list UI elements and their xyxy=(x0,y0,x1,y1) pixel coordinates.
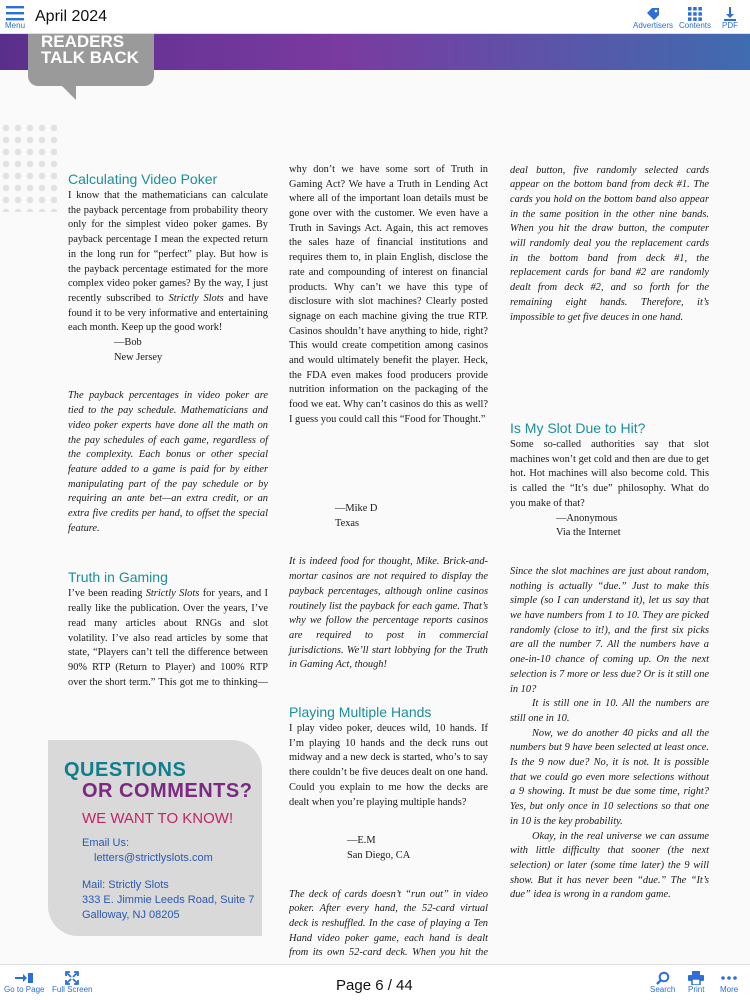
printer-icon xyxy=(688,971,704,985)
letter-location: Via the Internet xyxy=(556,527,621,539)
column-3 xyxy=(510,164,709,903)
more-dots-icon xyxy=(721,971,737,985)
top-toolbar xyxy=(0,0,750,34)
mail-label: Mail: Strictly Slots xyxy=(82,879,169,891)
address-line2: Galloway, NJ 08205 xyxy=(82,909,180,921)
grid-icon xyxy=(688,7,702,21)
email-address[interactable]: letters@strictlyslots.com xyxy=(94,852,213,864)
promo-line3: WE WANT TO KNOW! xyxy=(82,810,234,827)
more-button[interactable] xyxy=(720,971,738,994)
print-button[interactable] xyxy=(688,971,704,994)
letter-location: Texas xyxy=(335,517,360,529)
bottom-toolbar xyxy=(0,964,750,1000)
answer-body: Okay, in the real universe we can assume with little difficulty that sooner (the next selection) or later (some time later) the 9 will show. But it has never been “due.” The “It’s due” idea is wrong in a random game. xyxy=(510,830,709,901)
address-line1: 333 E. Jimmie Leeds Road, Suite 7 xyxy=(82,894,255,906)
letter-location: New Jersey xyxy=(114,351,163,363)
article-heading: Calculating Video Poker xyxy=(68,171,218,187)
menu-button[interactable] xyxy=(5,5,25,30)
advertisers-button[interactable] xyxy=(633,7,673,30)
goto-arrow-icon xyxy=(14,971,34,985)
expand-icon xyxy=(65,971,79,985)
page-indicator[interactable]: Page 6 / 44 xyxy=(336,977,413,994)
article-heading: Playing Multiple Hands xyxy=(289,704,432,721)
badge-line1: READERS xyxy=(41,34,125,51)
letter-body: Some so-called authorities say that slot machines won’t get cold and then are due to get hot. Hot machines will also become cold. This is called the “It’s due” philosophy. What do you make of that? xyxy=(510,439,709,509)
letter-signature: —Mike D xyxy=(335,503,378,514)
fullscreen-label: Full Screen xyxy=(52,985,93,994)
answer-body: The deck of cards doesn’t “run out” in video poker. After every hand, the 52-card virtual deck is reshuffled. In the case of playing a Ten Hand video poker game, each hand is dealt from its own 52-card deck. When you hit the xyxy=(289,888,488,959)
promo-email-block xyxy=(82,836,213,866)
promo-mail-block xyxy=(82,878,254,923)
answer-body: It is indeed food for thought, Mike. Brick-and-mortar casinos are not required to display the payback percentages, although online casinos routinely list the payback for each game. That’s why we follow the percentage reports casinos are required to post in commercial jurisdictions. We’ll start lobbying for the Truth in Gaming Act, though! xyxy=(289,556,488,671)
print-label: Print xyxy=(688,985,705,994)
go-to-page-button[interactable] xyxy=(4,971,44,994)
letter-body: I know that the mathematicians can calculate the payback percentage from probability theory only for the simplest video poker games. By payback percentage I mean the expected return in the long run for “perfect” play. But how is the payback percentage estimated for the more complex video poker games? By the way, I just recently subscribed to Strictly Slots and have found it to be very informative and entertaining each month. Keep up the good work! xyxy=(68,190,269,334)
letter-signature: —E.M xyxy=(347,835,376,847)
contents-button[interactable] xyxy=(679,7,711,30)
answer-body: It is still one in 10. All the numbers are still one in 10. xyxy=(510,698,709,724)
article-heading: Is My Slot Due to Hit? xyxy=(510,420,646,436)
download-icon xyxy=(723,7,737,21)
decorative-dots xyxy=(0,122,60,212)
letter-continuation: why don’t we have some sort of Truth in Gaming Act? We have a Truth in Lending Act where all of the important loan details must be gone over with the customer. We even have a Truth in Savings Act. Again, this act removes the sales haze of financial institutions and requires them to, in plain English, disclose the rate and compounding of interest on financial products. Why can’t we have this type of disclosure with slot machines? Clearly posted signage on each machine giving the true RTP. Casinos shouldn’t have anything to hide, right? This would create competition among casinos and would ultimately benefit the player. Heck, the FDA even makes food producers provide nutrition information on the packaging of the food we eat. Why can’t casinos do this as well? I guess you could call this “Food for Thought.” xyxy=(289,164,488,425)
pdf-label: PDF xyxy=(722,21,738,30)
answer-body: Since the slot machines are just about random, nothing is actually “due.” Just to make this simple (so I can understand it), let us say that we have numbers from 1 to 10. They are picked randomly (close to it!), and the first six picks are all the number 7. All the numbers have a one-in-10 chance of coming up. On the next selection is 7 more or less due? Or is it still one in 10? xyxy=(510,565,709,695)
letter-body: I’ve been reading Strictly Slots for years, and I really like the publication. Over the years, I’ve read many articles about RNGs and slot volatility. I’ve also read articles by some that state, “Players can’t tell the difference between 90% RTP (Return to Player) and 100% RTP over the short term.” This got me to thinking— xyxy=(68,588,268,688)
full-screen-button[interactable] xyxy=(52,971,92,994)
answer-body: Now, we do another 40 picks and all the numbers but 9 have been selected at least once. Is the 9 now due? No, it is not. It is possible that we could go even more selections without a 9 showing. It must be due some time, right? Yes, but only once in 10 selections so that one in 10 is the key probability. xyxy=(510,727,709,827)
answer-continuation: deal button, five randomly selected cards appear on the bottom band from deck #1. The cards you hold on the bottom band also appear in the same position in the other nine bands. When you hit the draw button, the computer will randomly deal you the replacement cards in the bottom band from deck #1, the replacement cards for band #2 are randomly dealt from deck #2, and so forth for the remaining eight hands. Therefore, it’s impossible to get five deuces in one hand. xyxy=(510,164,709,323)
column-1 xyxy=(68,170,268,691)
contents-label: Contents xyxy=(679,21,712,30)
article-heading: Truth in Gaming xyxy=(68,569,168,586)
column-2 xyxy=(289,164,488,962)
answer-body: The payback percentages in video poker are tied to the pay schedule. Mathematicians and video poker experts have done all the math on the pay schedules of each game, regardless of the complexity. Each bonus or other special feature added to a game is paid for by either manipulating part of the pay schedule or by requiring an ante bet—an extra credit, or an extra five credits per hand, to offset the special feature. xyxy=(68,390,268,534)
more-label: More xyxy=(720,985,739,994)
badge-tail xyxy=(62,86,76,100)
promo-line2: OR COMMENTS? xyxy=(82,780,253,802)
letter-signature: —Bob xyxy=(114,337,142,349)
tag-icon xyxy=(646,7,660,21)
advertisers-label: Advertisers xyxy=(633,21,674,30)
pdf-button[interactable] xyxy=(722,7,738,30)
issue-title: April 2024 xyxy=(35,8,108,25)
search-icon xyxy=(656,971,670,985)
letter-location: San Diego, CA xyxy=(347,849,411,861)
goto-label: Go to Page xyxy=(4,985,45,994)
menu-label: Menu xyxy=(5,21,26,30)
search-label: Search xyxy=(650,985,676,994)
questions-promo-box xyxy=(48,740,262,936)
letter-signature: —Anonymous xyxy=(556,512,618,524)
promo-line1: QUESTIONS xyxy=(64,759,187,781)
email-label: Email Us: xyxy=(82,837,130,849)
section-badge xyxy=(28,34,154,86)
hamburger-icon xyxy=(5,5,25,21)
badge-line2: TALK BACK xyxy=(41,48,139,67)
letter-body: I play video poker, deuces wild, 10 hands. If I’m playing 10 hands and the deck runs out midway and a new deck is started, who’s to say there couldn’t be five deuces dealt on one hand. Could you explain to me how the decks are dealt when you’re playing multiple hands? xyxy=(289,723,488,808)
search-button[interactable] xyxy=(650,971,675,994)
magazine-page xyxy=(0,34,750,964)
